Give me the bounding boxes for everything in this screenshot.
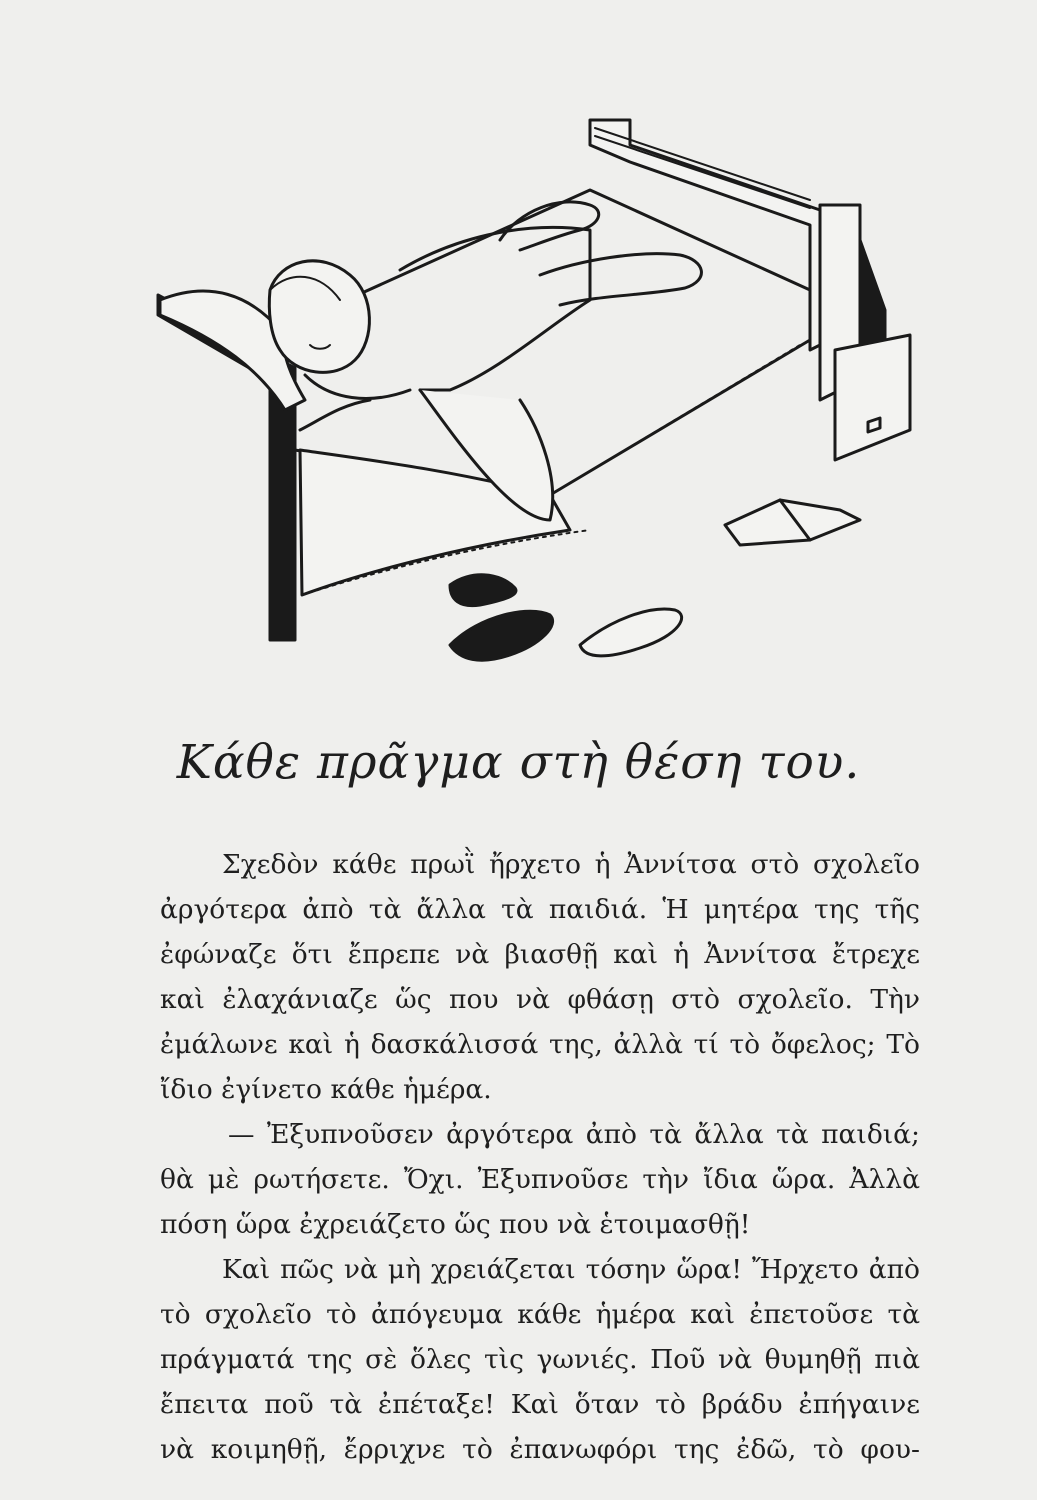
body-text: [160, 842, 920, 1472]
bed-illustration: [120, 100, 940, 680]
text-line: θὰ μὲ ρωτήσετε. Ὄχι. Ἐξυπνοῦσε τὴν ἴδια ὥρα. Ἀλλὰ: [160, 1164, 920, 1195]
text-line: — Ἐξυπνοῦσεν ἀργότερα ἀπὸ τὰ ἄλλα τὰ παιδιά;: [228, 1119, 920, 1150]
text-line: ἐφώναζε ὅτι ἔπρεπε νὰ βιασθῇ καὶ ἡ Ἀννίτσα ἔτρεχε: [160, 939, 920, 970]
text-line: Καὶ πῶς νὰ μὴ χρειάζεται τόσην ὥρα! Ἤρχετο ἀπὸ: [222, 1254, 920, 1285]
chapter-title: Κάθε πρᾶγμα στὴ θέση του.: [176, 735, 861, 790]
text-line: ἐμάλωνε καὶ ἡ δασκάλισσά της, ἀλλὰ τί τὸ ὄφελος; Τὸ: [160, 1029, 920, 1060]
text-line: πράγματά της σὲ ὅλες τὶς γωνιές. Ποῦ νὰ θυμηθῇ πιὰ: [160, 1344, 920, 1375]
text-line: ἔπειτα ποῦ τὰ ἐπέταξε! Καὶ ὅταν τὸ βράδυ ἐπήγαινε: [160, 1389, 920, 1420]
text-line: πόση ὥρα ἐχρειάζετο ὥς που νὰ ἑτοιμασθῇ!: [160, 1209, 751, 1240]
text-line: τὸ σχολεῖο τὸ ἀπόγευμα κάθε ἡμέρα καὶ ἐπετοῦσε τὰ: [160, 1299, 920, 1330]
text-line: νὰ κοιμηθῇ, ἔρριχνε τὸ ἐπανωφόρι της ἐδῶ, τὸ φου-: [160, 1434, 920, 1465]
text-line: καὶ ἐλαχάνιαζε ὥς που νὰ φθάσῃ στὸ σχολεῖο. Τὴν: [160, 984, 920, 1015]
text-line: ἀργότερα ἀπὸ τὰ ἄλλα τὰ παιδιά. Ἡ μητέρα της τῆς: [160, 894, 920, 925]
text-line: Σχεδὸν κάθε πρωῒ ἤρχετο ἡ Ἀννίτσα στὸ σχολεῖο: [222, 849, 920, 880]
text-line: ἴδιο ἐγίνετο κάθε ἡμέρα.: [160, 1074, 492, 1105]
